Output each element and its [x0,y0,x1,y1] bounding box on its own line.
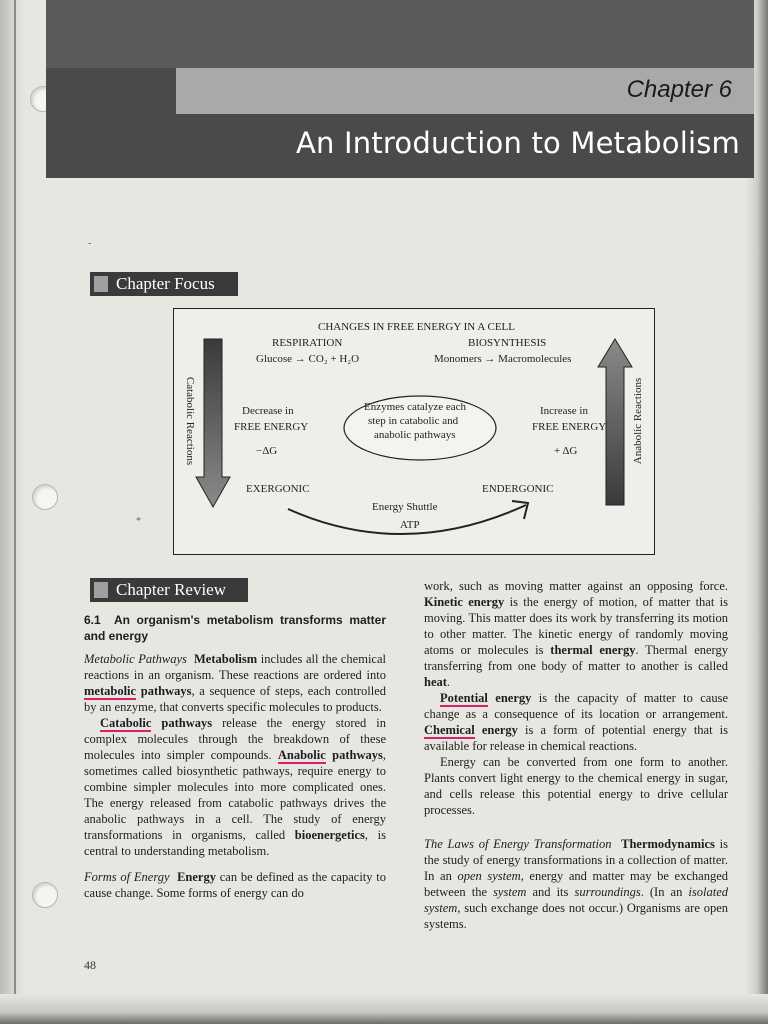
paragraph-gap [424,818,728,836]
heading-marker [94,582,108,598]
chapter-header [46,0,754,178]
energy-shuttle-label: Energy Shuttle [372,501,438,513]
punch-hole-middle [32,484,58,510]
scan-speck: * [136,516,141,527]
biosynthesis-heading: BIOSYNTHESIS [468,337,547,349]
chapter-focus-heading [90,272,238,296]
biosynthesis-equation: Monomers → Macromolecules [434,353,572,365]
free-energy-right: FREE ENERGY [532,421,607,433]
free-energy-left: FREE ENERGY [234,421,309,433]
catabolic-paragraph: Catabolic pathways release the energy stored in complex molecules through the breakdown of these molecules into simpler compounds. Anabolic pathways, sometimes called biosynthetic pathways, require energy to combine simpler molecules into more complicated ones. The energy released from catabolic pathways drives the anabolic pathways in a cell. The study of energy transformations in organisms, called bioenergetics, is central to understanding metabolism. [84,716,386,858]
anabolic-reactions-label: Anabolic Reactions [632,377,644,465]
metabolic-pathways-paragraph: Metabolic Pathways Metabolism includes all the chemical reactions in an organism. These reactions are ordered into metabolic pathways, a sequence of steps, each controlled by an enzyme, that converts specific molecules to products. [84,652,387,714]
punch-hole-bottom [32,882,58,908]
right-text-column [424,578,728,932]
kinetic-energy-paragraph: work, such as moving matter against an opposing force. Kinetic energy is the energy of motion, of matter that is moving. This matter does its work by transferring its motion to other matter. The kinetic energy of randomly moving atoms or molecules is thermal energy. Thermal energy transferring from one body of matter to another is called heat. [424,579,728,689]
section-title: An organism's metabolism transforms matter and energy [84,613,387,643]
thermodynamics-paragraph: The Laws of Energy Transformation Thermodynamics is the study of energy transformations in a collection of matter. In an open system, energy and matter may be exchanged between the system and its surroundings. (In an isolated system, such exchange does not occur.) Organisms are open systems. [424,837,729,931]
enzyme-text-line-1: Enzymes catalyze each [364,401,466,413]
respiration-equation: Glucose → CO₂ + H₂O [256,353,360,365]
respiration-heading: RESPIRATION [272,337,343,349]
enzyme-text-line-2: step in catabolic and [368,415,459,427]
paragraph-gap [84,859,386,869]
plus-delta-g: + ΔG [554,445,578,457]
left-text-column [84,612,386,901]
decrease-label: Decrease in [242,405,294,417]
enzyme-text-line-3: anabolic pathways [374,429,456,441]
chapter-review-heading [90,578,248,602]
endergonic-label: ENDERGONIC [482,483,554,495]
atp-label: ATP [400,519,420,531]
energy-conversion-paragraph: Energy can be converted from one form to another. Plants convert light energy to the chemical energy in sugar, and cells release this potential energy to drive cellular processes. [424,755,728,817]
potential-energy-paragraph: Potential energy is the capacity of matter to cause change as a consequence of its location or arrangement. Chemical energy is a form of potential energy that is available for release in chemical reactions. [424,691,729,753]
heading-marker [94,276,108,292]
chapter-title: An Introduction to Metabolism [295,126,740,160]
catabolic-reactions-label: Catabolic Reactions [184,376,196,466]
forms-of-energy-paragraph: Forms of Energy Energy can be defined as the capacity to cause change. Some forms of energy can do [84,870,387,900]
binding-line [14,0,16,1024]
free-energy-diagram [173,308,655,555]
chapter-review-label: Chapter Review [116,580,226,599]
page-left-edge [0,0,26,1024]
section-6-1-heading [84,612,386,644]
catabolic-down-arrow [196,339,230,507]
diagram-title: CHANGES IN FREE ENERGY IN A CELL [318,321,515,333]
minus-delta-g: −ΔG [256,445,278,457]
page-bottom-edge [0,994,768,1024]
exergonic-label: EXERGONIC [246,483,310,495]
increase-label: Increase in [540,405,588,417]
chapter-focus-label: Chapter Focus [116,274,215,293]
chapter-number: Chapter 6 [626,76,732,103]
page-number: 48 [84,958,96,972]
scan-mark: - [88,238,92,249]
section-number: 6.1 [84,613,101,627]
header-dark-strip [46,0,754,68]
